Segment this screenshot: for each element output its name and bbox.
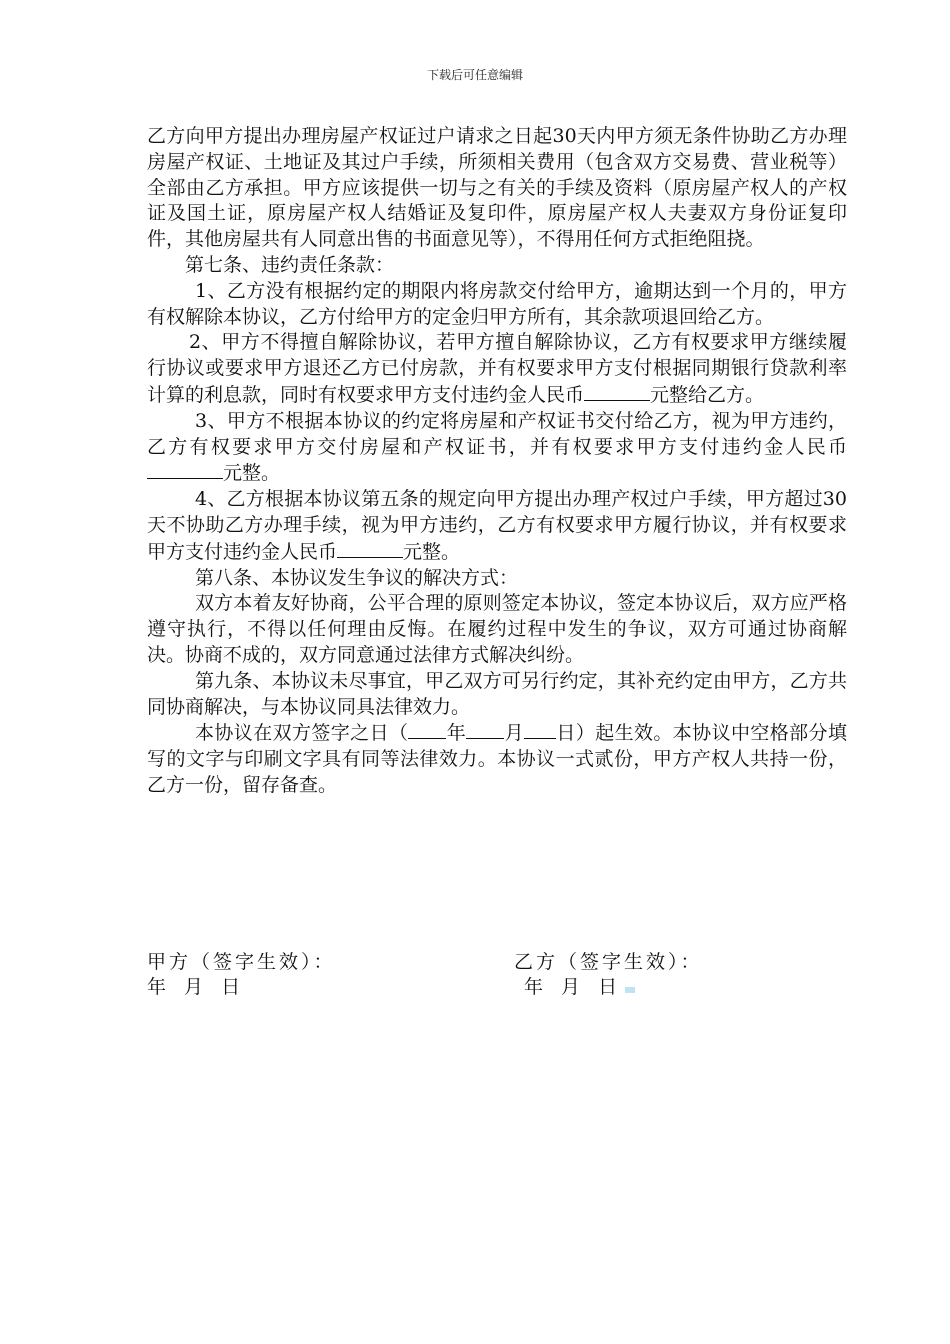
month-blank [466,720,504,739]
effective-text-rest: 日）起生效。本协议中空格部分填写的文字与印刷文字具有同等法律效力。本协议一式贰份，甲方产权人共持一份，乙方一份，留存备查。 [147,722,847,796]
highlight-mark [625,987,635,993]
article-7-clause-4 [147,487,847,565]
party-b-date-text: 年 月 日 [524,976,624,998]
party-a-signature: 甲方（签字生效）： [147,951,336,973]
contract-body [147,124,847,799]
page-header: 下载后可任意编辑 [426,68,523,82]
article-8-body: 双方本着友好协商，公平合理的原则签定本协议，签定本协议后，双方应严格遵守执行，不得以任何理由反悔。在履约过程中发生的争议，双方可通过协商解决。协商不成的，双方同意通过法律方式解决纠纷。 [147,592,847,666]
article-7-title: 第七条、违约责任条款： [185,253,395,276]
clause-4-text: 4、乙方根据本协议第五条的规定向甲方提出办理产权过户手续，甲方超过30天不协助乙方办理手续，视为甲方违约，乙方有权要求甲方履行协议，并有权要求甲方支付违约金人民币 [147,488,847,563]
article-7-clause-3 [147,409,847,487]
clause-2-text: 2、甲方不得擅自解除协议，若甲方擅自解除协议，乙方有权要求甲方继续履行协议或要求甲方退还乙方已付房款，并有权要求甲方支付根据同期银行贷款利率计算的利息款，同时有权要求甲方支付违约金人民币 [147,331,847,406]
clause-2-suffix: 元整给乙方。 [650,383,765,406]
clause-4-suffix: 元整。 [403,540,461,563]
amount-blank [337,539,403,558]
month-label: 月 [504,722,524,745]
article-8-title: 第八条、本协议发生争议的解决方式： [195,566,519,589]
year-label: 年 [446,722,467,745]
day-blank [524,720,556,739]
article-7-clause-2 [147,330,847,408]
effective-clause [147,720,847,798]
article-7-clause-1: 1、乙方没有根据约定的期限内将房款交付给甲方，逾期达到一个月的，甲方有权解除本协议，乙方付给甲方的定金归甲方所有，其余款项退回给乙方。 [147,279,847,328]
article-9: 第九条、本协议未尽事宜，甲乙双方可另行约定，其补充约定由甲方，乙方共同协商解决，与本协议同具法律效力。 [147,669,847,718]
amount-blank [147,460,223,479]
party-b-date [524,972,635,999]
clause-3-text: 3、甲方不根据本协议的约定将房屋和产权证书交付给乙方，视为甲方违约，乙方有权要求甲方交付房屋和产权证书，并有权要求甲方支付违约金人民币 [147,409,847,458]
party-a-date: 年 月 日 [147,976,247,998]
year-blank [408,720,446,739]
clause-3-suffix: 元整。 [223,462,281,485]
effective-text: 本协议在双方签字之日（ [195,722,409,745]
amount-blank [584,382,650,401]
paragraph-transfer: 乙方向甲方提出办理房屋产权证过户请求之日起30天内甲方须无条件协助乙方办理房屋产权证、土地证及其过户手续，所须相关费用（包含双方交易费、营业税等）全部由乙方承担。甲方应该提供一切与之有关的手续及资料（原房屋产权人的产权证及国土证，原房屋产权人结婚证及复印件，原房屋产权人夫妻双方身份证复印件，其他房屋共有人同意出售的书面意见等），不得用任何方式拒绝阻挠。 [147,125,847,251]
party-b-signature: 乙方（签字生效）： [514,951,703,973]
